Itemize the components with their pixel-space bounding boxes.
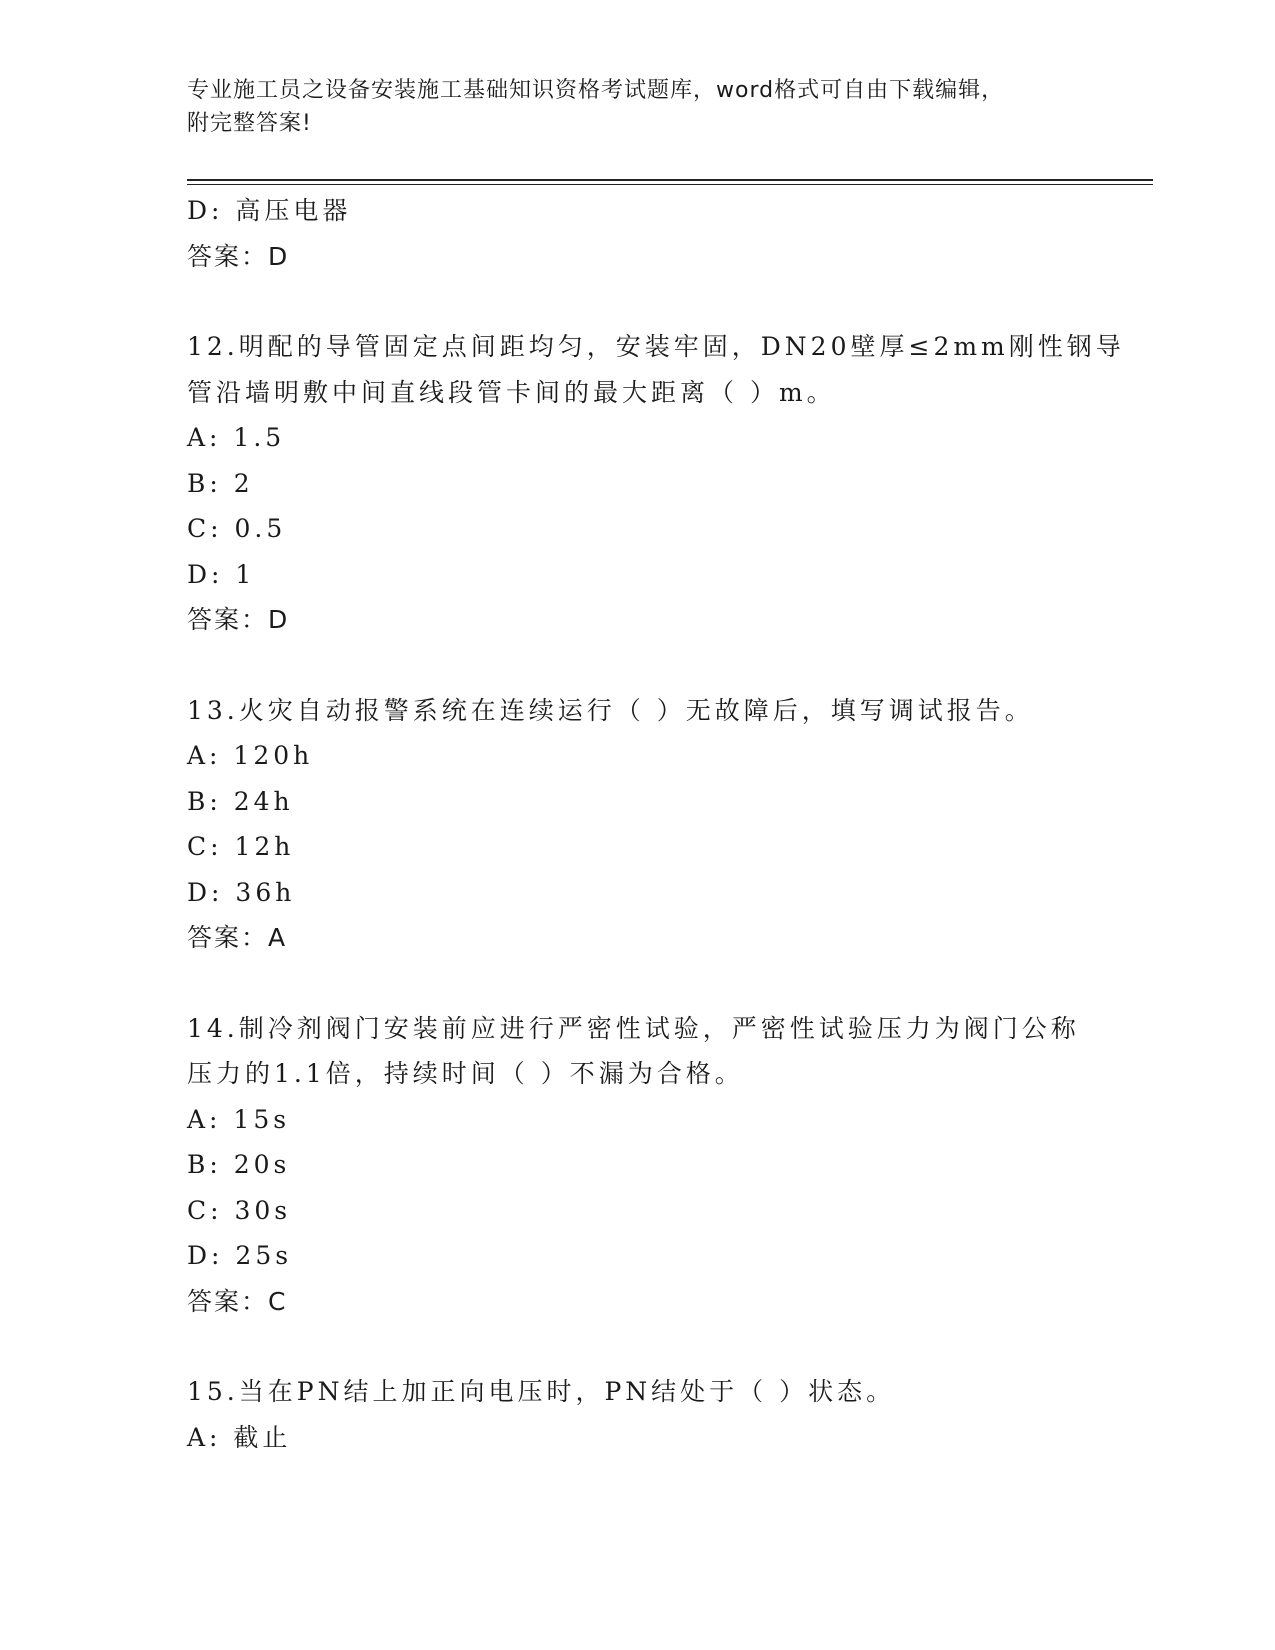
header-divider-thin — [187, 184, 1153, 185]
question-text-line: 13.火灾自动报警系统在连续运行（ ）无故障后，填写调试报告。 — [187, 695, 1034, 725]
question-text-line: 14.制冷剂阀门安装前应进行严密性试验，严密性试验压力为阀门公称 — [187, 1013, 1080, 1043]
option-a: A: 15s — [187, 1104, 291, 1134]
header-line-2: 附完整答案! — [187, 111, 312, 136]
question-14 — [187, 1006, 1153, 1325]
header-divider-thick — [187, 179, 1153, 181]
question-text-line: 压力的1.1倍，持续时间（ ）不漏为合格。 — [187, 1059, 744, 1088]
option-d: D: 1 — [187, 559, 256, 589]
option-d: D: 25s — [187, 1241, 293, 1270]
answer: 答案：D — [187, 605, 290, 634]
document-header — [187, 74, 1067, 140]
answer: 答案：C — [187, 1286, 288, 1316]
question-15 — [187, 1369, 1153, 1460]
answer: 答案：A — [187, 923, 288, 952]
option-a: A: 1.5 — [187, 423, 286, 452]
option-a: A: 截止 — [187, 1422, 292, 1452]
option-b: B: 24h — [187, 786, 294, 816]
option-c: C: 0.5 — [187, 514, 287, 543]
option-b: B: 20s — [187, 1150, 291, 1179]
option-d: D: 36h — [187, 877, 296, 907]
header-line-1: 专业施工员之设备安装施工基础知识资格考试题库，word格式可自由下载编辑， — [187, 78, 1005, 103]
option-d: D: 高压电器 — [187, 196, 352, 225]
option-c: C: 12h — [187, 832, 295, 861]
question-text-line: 15.当在PN结上加正向电压时，PN结处于（ ）状态。 — [187, 1377, 896, 1406]
document-body — [187, 188, 1153, 1460]
question-12 — [187, 324, 1153, 643]
question-text-line: 12.明配的导管固定点间距均匀，安装牢固，DN20壁厚≤2mm刚性钢导 — [187, 332, 1125, 361]
option-a: A: 120h — [187, 741, 314, 770]
question-13 — [187, 688, 1153, 961]
option-c: C: 30s — [187, 1195, 292, 1225]
question-11-tail — [187, 188, 1153, 279]
question-text-line: 管沿墙明敷中间直线段管卡间的最大距离（ ）m。 — [187, 377, 836, 407]
option-b: B: 2 — [187, 468, 254, 498]
answer: 答案：D — [187, 241, 290, 271]
